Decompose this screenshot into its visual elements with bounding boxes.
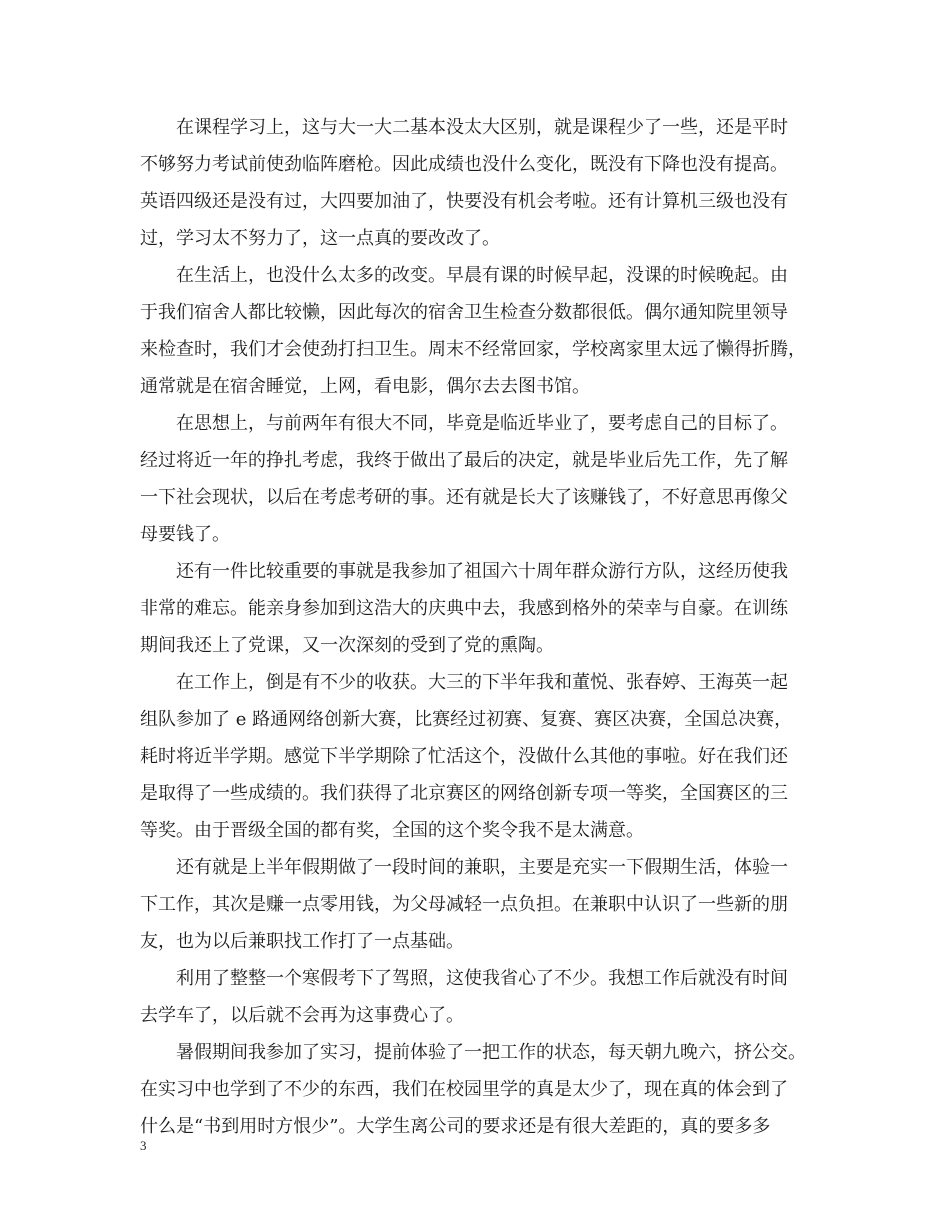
text-line: 等奖。由于晋级全国的都有奖，全国的这个奖令我不是太满意。 [140,820,644,841]
text-line: 在思想上，与前两年有很大不同，毕竟是临近毕业了，要考虑自己的目标了。 [176,413,788,434]
text-line: 下工作，其次是赚一点零用钱，为父母减轻一点负担。在兼职中认识了一些新的朋 [140,894,788,915]
text-line: 在工作上，倒是有不少的收获。大三的下半年我和董悦、张春婷、王海英一起 [176,672,788,693]
text-line: 一下社会现状，以后在考虑考研的事。还有就是长大了该赚钱了，不好意思再像父 [140,487,788,508]
text-line: 不够努力考试前使劲临阵磨枪。因此成绩也没什么变化，既没有下降也没有提高。 [140,154,788,175]
text-line: 是取得了一些成绩的。我们获得了北京赛区的网络创新专项一等奖，全国赛区的三 [140,783,788,804]
text-line: 什么是“书到用时方恨少”。大学生离公司的要求还是有很大差距的，真的要多多 [140,1116,771,1137]
text-line: 还有就是上半年假期做了一段时间的兼职，主要是充实一下假期生活，体验一 [176,857,788,878]
text-line: 在课程学习上，这与大一大二基本没太大区别，就是课程少了一些，还是平时 [176,117,788,138]
text-line: 还有一件比较重要的事就是我参加了祖国六十周年群众游行方队，这经历使我 [176,561,788,582]
text-line: 经过将近一年的挣扎考虑，我终于做出了最后的决定，就是毕业后先工作，先了解 [140,450,788,471]
text-line: 组队参加了 e 路通网络创新大赛，比赛经过初赛、复赛、赛区决赛，全国总决赛， [140,709,793,730]
text-line: 利用了整整一个寒假考下了驾照，这使我省心了不少。我想工作后就没有时间 [176,968,788,989]
text-line: 期间我还上了党课，又一次深刻的受到了党的熏陶。 [140,635,554,656]
text-line: 去学车了，以后就不会再为这事费心了。 [140,1005,464,1026]
text-line: 在实习中也学到了不少的东西，我们在校园里学的真是太少了，现在真的体会到了 [140,1079,788,1100]
page-number: 3 [140,1138,147,1153]
text-line: 暑假期间我参加了实习，提前体验了一把工作的状态，每天朝九晚六，挤公交。 [176,1042,806,1063]
text-line: 于我们宿舍人都比较懒，因此每次的宿舍卫生检查分数都很低。偶尔通知院里领导 [140,302,788,323]
text-line: 在生活上，也没什么太多的改变。早晨有课的时候早起，没课的时候晚起。由 [176,265,788,286]
text-line: 过，学习太不努力了，这一点真的要改改了。 [140,228,500,249]
text-line: 来检查时，我们才会使劲打扫卫生。周末不经常回家，学校离家里太远了懒得折腾， [140,339,806,360]
text-line: 母要钱了。 [140,524,230,545]
text-line: 英语四级还是没有过，大四要加油了，快要没有机会考啦。还有计算机三级也没有 [140,191,788,212]
text-line: 耗时将近半学期。感觉下半学期除了忙活这个，没做什么其他的事啦。好在我们还 [140,746,788,767]
text-line: 通常就是在宿舍睡觉，上网，看电影，偶尔去去图书馆。 [140,376,590,397]
text-line: 非常的难忘。能亲身参加到这浩大的庆典中去，我感到格外的荣幸与自豪。在训练 [140,598,788,619]
text-line: 友，也为以后兼职找工作打了一点基础。 [140,931,464,952]
